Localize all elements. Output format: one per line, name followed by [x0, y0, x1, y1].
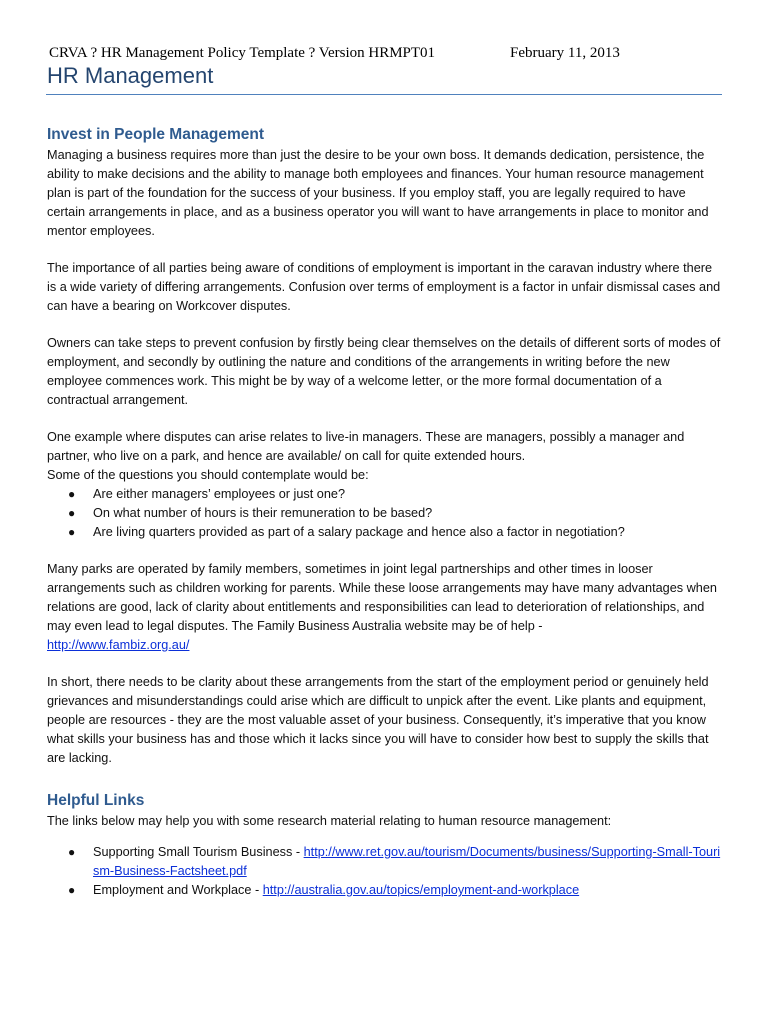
- page-title: HR Management: [47, 63, 214, 88]
- bullet-icon: ●: [68, 845, 76, 859]
- document-body: [47, 124, 723, 900]
- paragraph-links-intro: The links below may help you with some research material relating to human resource management:: [47, 814, 612, 828]
- bullet-icon: ●: [68, 525, 76, 539]
- tourism-factsheet-link[interactable]: http://www.ret.gov.au/tourism/Documents/business/Supporting-Small-Tourism-Business-Factsheet.pdf: [93, 845, 721, 878]
- paragraph-intro: Managing a business requires more than just the desire to be your own boss. It demands dedication, persistence, the ability to make decisions and the ability to manage both employees and finances. Your human resource management plan is part of the foundation for the success of your business. If you employ staff, you are legally required to have certain arrangements in place, and as a business operator you will want to have arrangements in place to monitor and mentor employees.: [47, 148, 709, 238]
- questions-list: [47, 485, 723, 542]
- paragraph-conditions: The importance of all parties being aware of conditions of employment is important in the caravan industry where there is a wide variety of differing arrangements. Confusion over terms of employment is a factor in unfair dismissal cases and can have a bearing on Workcover disputes.: [47, 261, 721, 313]
- bullet-icon: ●: [68, 487, 76, 501]
- paragraph-family: Many parks are operated by family members, sometimes in joint legal partnerships and other times in looser arrangements such as children working for parents. While these loose arrangements may have many advantages when relations are good, lack of clarity about entitlements and responsibilities can lead to deterioration of relationships, and may even lead to legal disputes. The Family Business Australia website may be of help - http://www.fambiz.org.au/: [47, 562, 717, 652]
- section-heading-invest: Invest in People Management: [47, 126, 265, 143]
- paragraph-owners: Owners can take steps to prevent confusion by firstly being clear themselves on the details of different sorts of modes of employment, and secondly by outlining the nature and conditions of the arrangements in writing before the new employee commences work. This might be by way of a welcome letter, or the more formal documentation of a contractual arrangement.: [47, 336, 721, 407]
- list-item: ● Supporting Small Tourism Business - http://www.ret.gov.au/tourism/Documents/business/Supporting-Small-Tourism-Business-Factsheet.pdf: [68, 845, 721, 878]
- paragraph-questions: Some of the questions you should contemplate would be:: [47, 468, 369, 482]
- paragraph-summary: In short, there needs to be clarity about these arrangements from the start of the employment period or genuinely held grievances and misunderstandings could arise which are difficult to unpick after the event. Like plants and equipment, people are resources - they are the most valuable asset of your business. Consequently, it’s imperative that you know what skills your business has and those which it lacks since you will have to consider how best to supply the skills that are lacking.: [47, 675, 709, 765]
- list-item: ● On what number of hours is their remuneration to be based?: [47, 504, 723, 523]
- list-item: ● Are living quarters provided as part of a salary package and hence also a factor in negotiation?: [47, 523, 723, 542]
- title-divider: [46, 94, 722, 95]
- paragraph-live-in: One example where disputes can arise relates to live-in managers. These are managers, possibly a manager and partner, who live on a park, and hence are available/ on call for quite extended hours.: [47, 430, 685, 463]
- fambiz-link[interactable]: http://www.fambiz.org.au/: [47, 638, 190, 652]
- list-item: ● Are either managers’ employees or just one?: [47, 485, 723, 504]
- bullet-icon: ●: [68, 883, 76, 897]
- document-info: CRVA ? HR Management Policy Template ? Version HRMPT01: [49, 45, 436, 61]
- list-item: ● Employment and Workplace - http://australia.gov.au/topics/employment-and-workplace: [47, 881, 723, 900]
- bullet-icon: ●: [68, 506, 76, 520]
- section-heading-links: Helpful Links: [47, 792, 145, 809]
- document-date: February 11, 2013: [510, 45, 620, 61]
- employment-workplace-link[interactable]: http://australia.gov.au/topics/employment-and-workplace: [262, 883, 580, 897]
- links-list: [47, 843, 723, 900]
